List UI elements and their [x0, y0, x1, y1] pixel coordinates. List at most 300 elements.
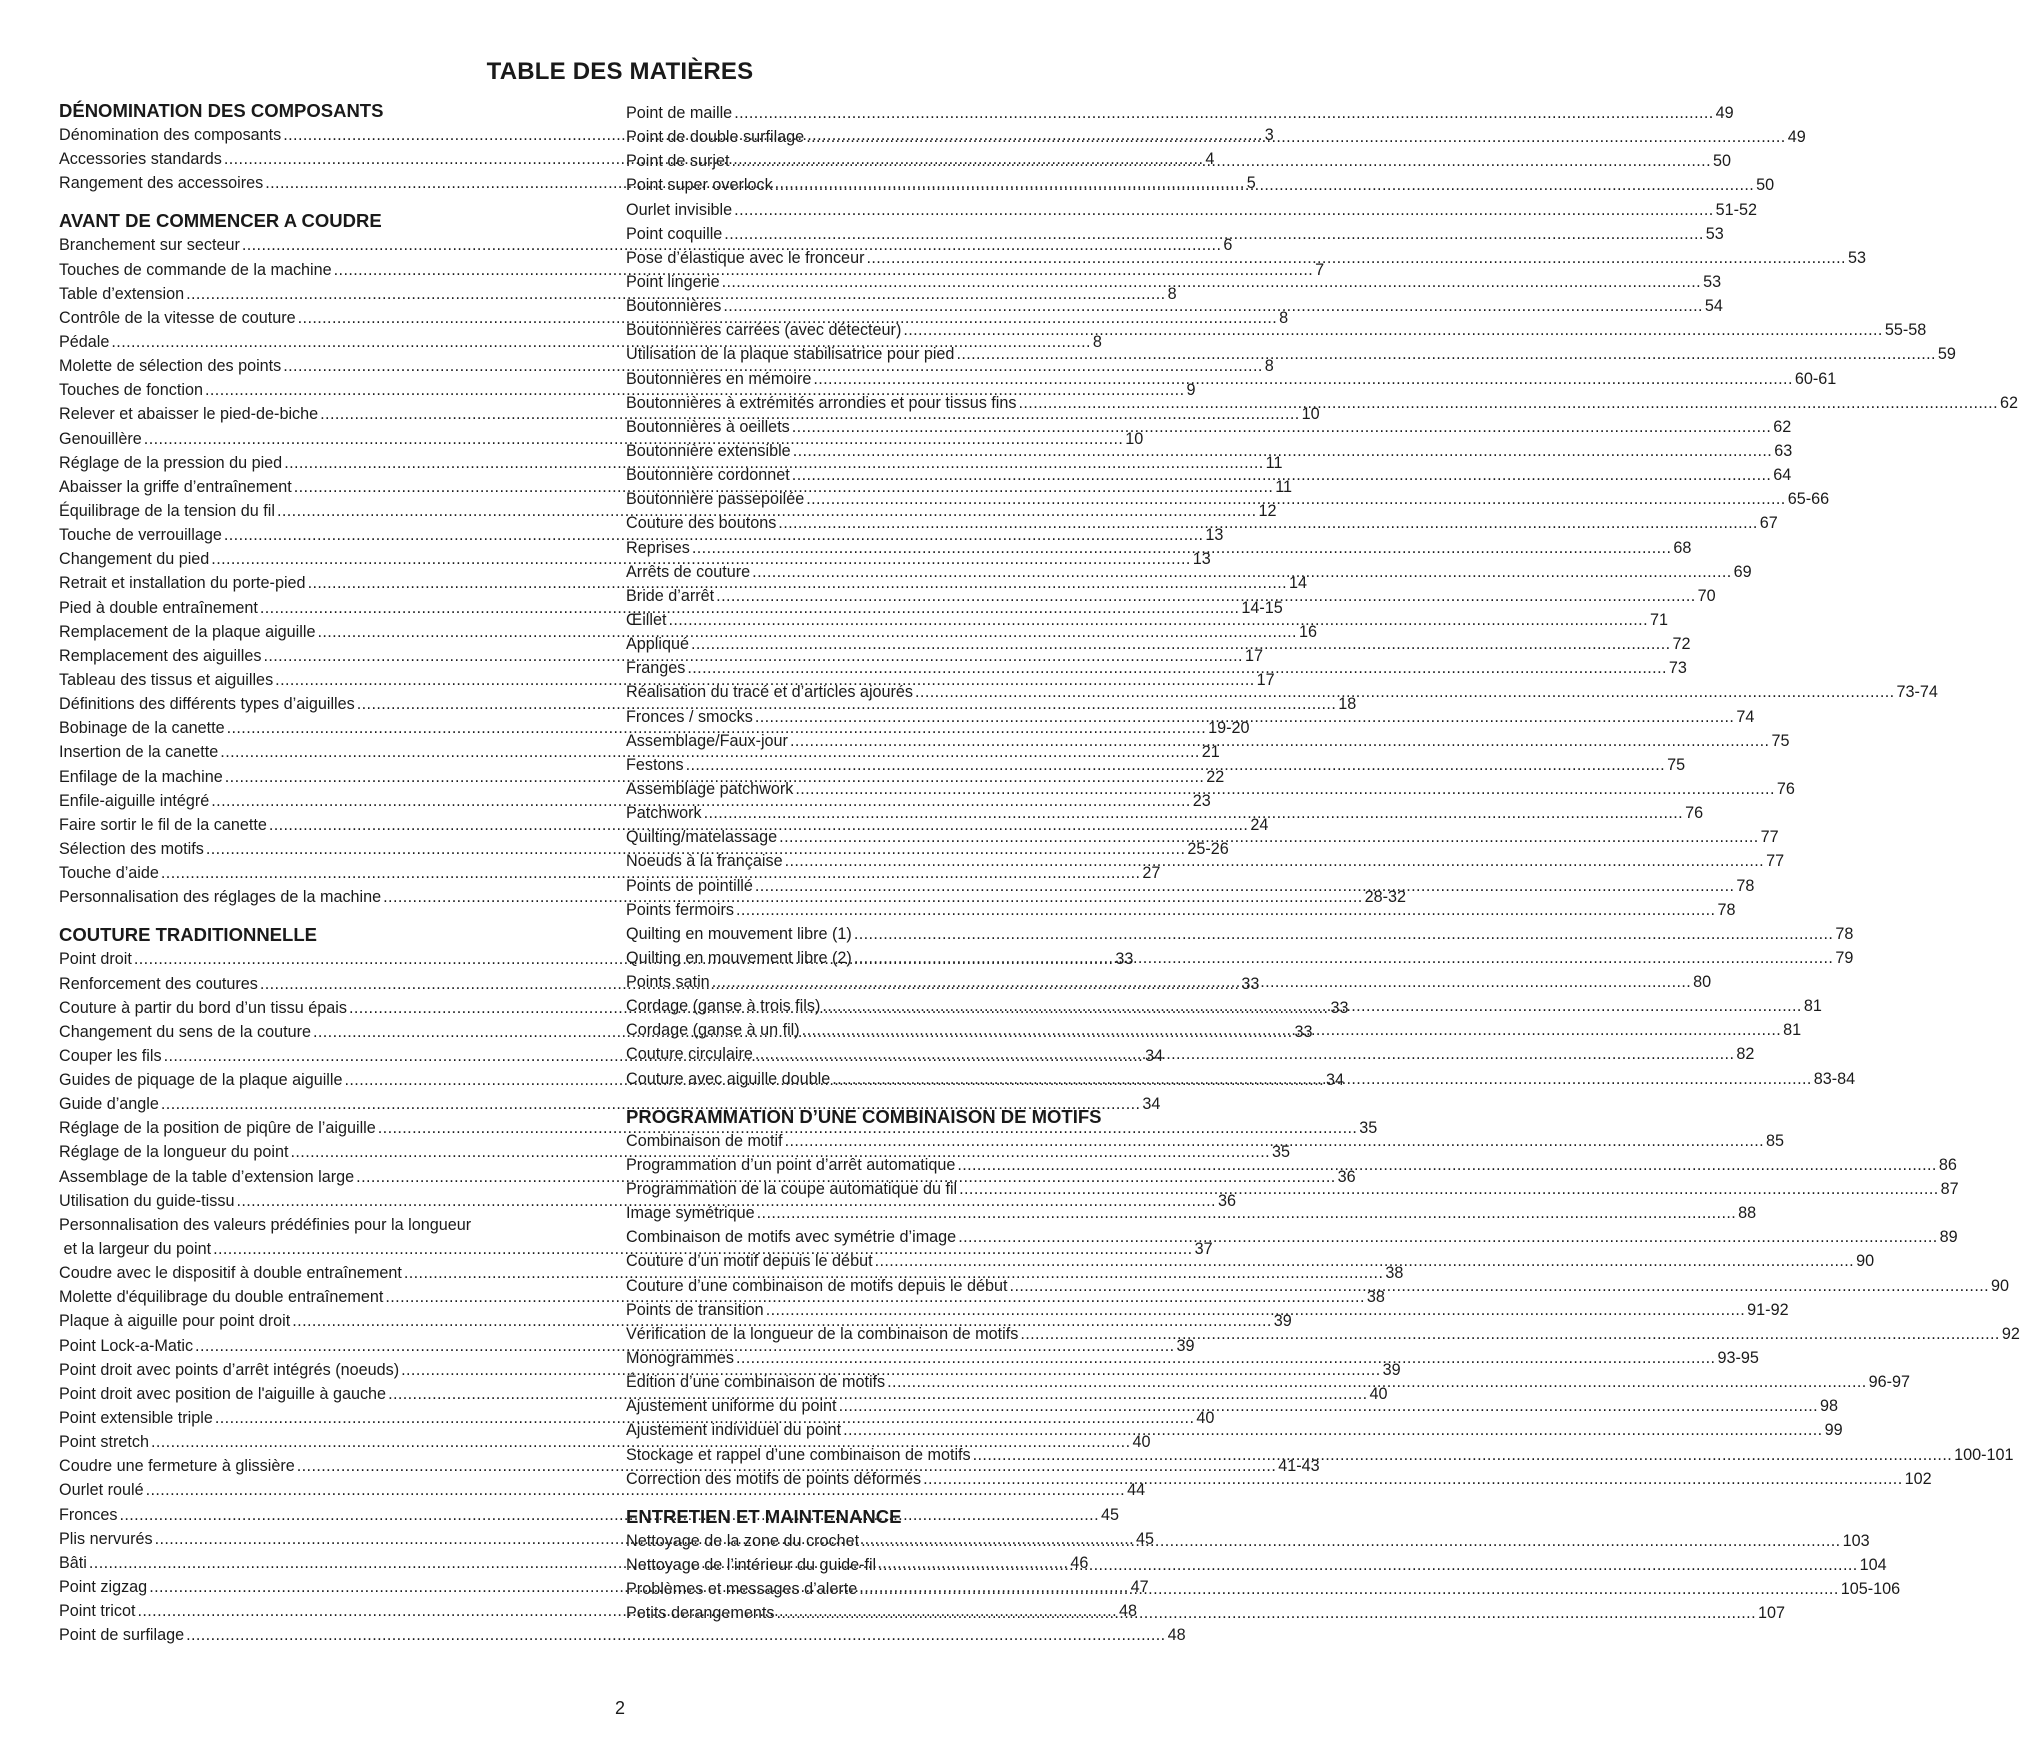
toc-entry[interactable] — [626, 149, 1731, 173]
dot-leader — [752, 560, 1731, 584]
entry-page: 39 — [1273, 1312, 1292, 1331]
entry-title: Réglage de la longueur du point — [59, 1143, 289, 1162]
entry-title: Plaque à aiguille pour point droit — [59, 1312, 291, 1331]
dot-leader — [724, 222, 1703, 246]
entry-page: 104 — [1859, 1556, 1887, 1575]
entry-page: 8 — [1092, 332, 1102, 351]
dot-leader — [957, 1153, 1936, 1177]
dot-leader — [790, 729, 1769, 753]
dot-leader — [802, 1018, 1781, 1042]
entry-page: 64 — [1773, 466, 1792, 485]
toc-entry[interactable] — [626, 1346, 1759, 1370]
dot-leader — [813, 367, 1792, 391]
entry-title: Remplacement de la plaque aiguille — [59, 622, 316, 641]
entry-title: Coudre avec le dispositif à double entraînement — [59, 1264, 402, 1283]
entry-page: 85 — [1766, 1131, 1785, 1150]
entry-page: 27 — [1142, 864, 1161, 883]
entry-page: 90 — [1991, 1276, 2010, 1295]
entry-page: 39 — [1176, 1336, 1195, 1355]
dot-leader — [736, 898, 1715, 922]
entry-title: Utilisation du guide-tissu — [59, 1191, 235, 1210]
entry-title: Petits derangements — [626, 1604, 775, 1623]
entry-page: 65-66 — [1787, 490, 1830, 509]
toc-entry[interactable] — [626, 1467, 1932, 1491]
entry-page: 25-26 — [1187, 839, 1229, 858]
toc-entry[interactable] — [626, 294, 1723, 318]
entry-title: Molette d'équilibrage du double entraînement — [59, 1288, 384, 1307]
entry-page: 8 — [1264, 357, 1274, 376]
entry-title: Point super overlock — [626, 176, 773, 195]
entry-page: 107 — [1757, 1604, 1785, 1623]
dot-leader — [792, 415, 1771, 439]
entry-page: 78 — [1736, 876, 1755, 895]
entry-page: 17 — [1256, 670, 1275, 689]
entry-page: 34 — [1145, 1046, 1164, 1065]
entry-page: 62 — [1999, 393, 2018, 412]
entry-page: 8 — [1167, 284, 1177, 303]
entry-title: Point tricot — [59, 1602, 136, 1621]
dot-leader — [755, 705, 1734, 729]
entry-page: 100-101 — [1954, 1445, 2014, 1464]
entry-page: 93-95 — [1717, 1349, 1759, 1368]
entry-page: 80 — [1693, 973, 1712, 992]
dot-leader — [795, 777, 1774, 801]
entry-title: Point de surjet — [626, 152, 730, 171]
entry-title: Point de maille — [626, 104, 733, 122]
toc-entry[interactable] — [626, 946, 1854, 970]
entry-title: Correction des motifs de points déformés — [626, 1469, 922, 1488]
entry-title: Ajustement individuel du point — [626, 1421, 842, 1440]
dot-leader — [843, 1418, 1822, 1442]
entry-title: Personnalisation des valeurs prédéfinies pour la longueur — [59, 1215, 472, 1234]
entry-page: 53 — [1847, 248, 1866, 267]
entry-title: Franges — [626, 659, 686, 678]
entry-page: 28-32 — [1364, 888, 1407, 907]
dot-leader — [866, 246, 1845, 270]
entry-title: Couper les fils — [59, 1046, 162, 1065]
toc-entry[interactable] — [59, 789, 1211, 813]
entry-title: Couture des boutons — [626, 514, 777, 533]
entry-page: 81 — [1783, 1021, 1802, 1040]
entry-title: Pédale — [59, 332, 110, 351]
entry-title: Assemblage de la table d’extension large — [59, 1167, 355, 1186]
entry-title: Œillet — [626, 610, 667, 629]
dot-leader — [734, 198, 1713, 222]
entry-title: Combinaison de motif — [626, 1131, 783, 1150]
entry-page: 82 — [1736, 1045, 1755, 1064]
entry-page: 73-74 — [1896, 683, 1938, 702]
toc-entry[interactable] — [626, 849, 1785, 873]
entry-page: 16 — [1298, 622, 1317, 641]
entry-page: 24 — [1250, 815, 1269, 834]
entry-page: 83-84 — [1813, 1069, 1856, 1088]
entry-title: Points satin — [626, 973, 710, 992]
entry-page: 78 — [1717, 900, 1736, 919]
entry-page: 40 — [1369, 1384, 1388, 1403]
dot-leader — [839, 1394, 1818, 1418]
entry-title: Plis nervurés — [59, 1529, 153, 1548]
entry-title: Enfilage de la machine — [59, 767, 223, 786]
dot-leader — [778, 511, 1757, 535]
entry-title: Point de surfilage — [59, 1626, 185, 1645]
entry-title: Point droit avec points d’arrêt intégrés (noeuds) — [59, 1360, 400, 1379]
entry-page: 50 — [1756, 176, 1775, 195]
toc-entry[interactable] — [626, 270, 1722, 294]
entry-title: Ourlet roulé — [59, 1481, 144, 1500]
entry-page: 41-43 — [1278, 1457, 1320, 1476]
entry-title: Boutonnières à extrémités arrondies et pour tissus fins — [626, 393, 1017, 412]
entry-page: 4 — [1205, 150, 1215, 169]
toc-entry[interactable] — [59, 282, 1177, 306]
entry-title: Programmation de la coupe automatique du fil — [626, 1180, 958, 1199]
entry-page: 79 — [1835, 948, 1854, 967]
dot-leader — [734, 101, 1713, 125]
entry-title: Rangement des accessoires — [59, 174, 264, 193]
toc-entry[interactable] — [626, 1577, 1901, 1601]
entry-title: Quilting/matelassage — [626, 828, 778, 847]
toc-entry[interactable] — [626, 101, 1734, 125]
entry-page: 53 — [1703, 272, 1722, 291]
dot-leader — [757, 1201, 1736, 1225]
toc-section — [626, 1505, 1901, 1626]
entry-title: Point lingerie — [626, 272, 720, 291]
entry-title: Dénomination des composants — [59, 126, 282, 144]
toc-entry[interactable] — [626, 198, 1758, 222]
entry-title: Point coquille — [626, 224, 723, 243]
entry-title: Boutonnières — [626, 297, 722, 316]
entry-page: 40 — [1196, 1409, 1215, 1428]
entry-page: 10 — [1125, 429, 1144, 448]
dot-leader — [956, 342, 1935, 366]
entry-title: Genouillère — [59, 429, 142, 448]
entry-title: Utilisation de la plaque stabilisatrice pour pied — [626, 345, 955, 364]
page-number: 2 — [614, 1698, 625, 1718]
entry-title: Quilting en mouvement libre (1) — [626, 924, 852, 943]
dot-leader — [785, 849, 1764, 873]
entry-title: Problèmes et messages d’alerte — [626, 1580, 858, 1599]
entry-page: 10 — [1301, 405, 1320, 424]
dot-leader — [1019, 391, 1998, 415]
entry-title: Stockage et rappel d’une combinaison de motifs — [626, 1445, 971, 1464]
entry-title: Fronces — [59, 1505, 118, 1524]
dot-leader — [915, 680, 1894, 704]
entry-title: Bobinage de la canette — [59, 719, 225, 738]
entry-page: 49 — [1715, 104, 1734, 122]
entry-page: 44 — [1127, 1481, 1146, 1500]
toc-entry[interactable] — [626, 1553, 1887, 1577]
entry-title: Touche de verrouillage — [59, 526, 222, 545]
entry-page: 33 — [1241, 974, 1260, 993]
dot-leader — [785, 1129, 1764, 1153]
entry-title: Pose d’élastique avec le fronceur — [626, 248, 865, 267]
entry-page: 35 — [1359, 1119, 1378, 1138]
dot-leader — [704, 801, 1683, 825]
entry-page: 55-58 — [1884, 321, 1927, 340]
entry-page: 67 — [1759, 514, 1778, 533]
entry-title: Relever et abaisser le pied-de-biche — [59, 405, 319, 424]
entry-title: Enfile-aiguille intégré — [59, 791, 210, 810]
entry-page: 53 — [1705, 224, 1724, 243]
entry-title: Points de transition — [626, 1300, 764, 1319]
entry-title: Changement du pied — [59, 550, 210, 569]
toc-entry[interactable] — [626, 1042, 1755, 1066]
entry-title: Tableau des tissus et aiguilles — [59, 670, 274, 689]
entry-page: 59 — [1937, 345, 1956, 364]
entry-page: 23 — [1192, 791, 1211, 810]
toc-entry[interactable] — [626, 173, 1775, 197]
toc-entry[interactable] — [626, 246, 1866, 270]
entry-page: 13 — [1205, 526, 1224, 545]
dot-leader — [806, 125, 1785, 149]
dot-leader — [1020, 1322, 1999, 1346]
entry-page: 77 — [1766, 852, 1785, 871]
dot-leader — [779, 825, 1758, 849]
dot-leader — [186, 1623, 1165, 1647]
dot-leader — [712, 970, 1691, 994]
entry-page: 7 — [1315, 260, 1325, 279]
entry-page: 60-61 — [1794, 369, 1837, 388]
toc-entry[interactable] — [626, 511, 1778, 535]
entry-title: Édition d’une combinaison de motifs — [626, 1373, 886, 1392]
toc-entry[interactable] — [626, 222, 1724, 246]
dot-leader — [731, 149, 1710, 173]
entry-title: Festons — [626, 755, 684, 774]
dot-leader — [686, 753, 1665, 777]
dot-leader — [716, 584, 1695, 608]
entry-title: Sélection des motifs — [59, 839, 204, 858]
dot-leader — [755, 1042, 1734, 1066]
toc-entry[interactable] — [626, 1225, 1958, 1249]
entry-title: Réalisation du tracé et d’articles ajourés — [626, 683, 914, 702]
entry-title: Cordage (ganse à un fil) — [626, 1021, 800, 1040]
entry-page: 3 — [1264, 126, 1274, 144]
dot-leader — [775, 173, 1754, 197]
dot-leader — [973, 1443, 1952, 1467]
entry-page: 105-106 — [1840, 1580, 1901, 1599]
entry-title: Table d’extension — [59, 284, 185, 303]
toc-entry[interactable] — [59, 1165, 1356, 1189]
toc-entry[interactable] — [59, 620, 1317, 644]
entry-title: Point stretch — [59, 1433, 149, 1452]
entry-title: Point droit avec position de l'aiguille à gauche — [59, 1384, 387, 1403]
dot-leader — [861, 1529, 1840, 1553]
entry-page: 69 — [1733, 562, 1752, 581]
entry-title: Touches de fonction — [59, 381, 203, 400]
entry-page: 76 — [1776, 779, 1795, 798]
entry-page: 39 — [1382, 1360, 1401, 1379]
dot-leader — [878, 1553, 1857, 1577]
section-heading: DÉNOMINATION DES COMPOSANTS — [59, 100, 384, 121]
entry-page: 86 — [1938, 1155, 1957, 1174]
entry-page: 45 — [1100, 1505, 1119, 1524]
section-heading: PROGRAMMATION D’UNE COMBINAISON DE MOTIFS — [626, 1105, 1102, 1127]
entry-title: Nettoyage de l’intérieur du guide-fil — [626, 1556, 877, 1575]
entry-title: Guides de piquage de la plaque aiguille — [59, 1071, 343, 1090]
entry-title: Contrôle de la vitesse de couture — [59, 308, 296, 327]
section-heading: COUTURE TRADITIONNELLE — [59, 924, 317, 946]
toc-entry[interactable] — [626, 415, 1792, 439]
entry-title: Branchement sur secteur — [59, 236, 240, 255]
entry-title: Quilting en mouvement libre (2) — [626, 948, 852, 967]
toc-entry[interactable] — [626, 1601, 1785, 1625]
entry-page: 73 — [1668, 659, 1687, 678]
entry-page: 72 — [1672, 635, 1691, 654]
entry-title: Touches de commande de la machine — [59, 260, 332, 279]
entry-title: Couture d’un motif depuis le début — [626, 1252, 873, 1271]
entry-title: Appliqué — [626, 635, 690, 654]
page-title: TABLE DES MATIÈRES — [486, 58, 754, 85]
entry-title: Arrêts de couture — [626, 562, 751, 581]
entry-page: 78 — [1835, 924, 1854, 943]
entry-page: 11 — [1275, 477, 1293, 496]
entry-page: 75 — [1771, 731, 1790, 750]
entry-page: 81 — [1803, 997, 1822, 1016]
entry-title: Patchwork — [626, 804, 702, 823]
entry-title: Boutonnières en mémoire — [626, 369, 812, 388]
entry-title: Renforcement des coutures — [59, 974, 258, 993]
toc-entry[interactable] — [626, 318, 1927, 342]
dot-leader — [859, 1577, 1838, 1601]
entry-title: Couture avec aiguille double — [626, 1069, 831, 1088]
entry-page: 33 — [1294, 1022, 1313, 1041]
entry-page: 76 — [1685, 804, 1704, 823]
entry-page: 13 — [1192, 550, 1211, 569]
entry-page: 5 — [1246, 174, 1256, 193]
entry-page: 38 — [1366, 1288, 1385, 1307]
entry-page: 103 — [1842, 1531, 1870, 1550]
entry-title: Monogrammes — [626, 1349, 734, 1368]
entry-page: 14 — [1289, 574, 1308, 593]
entry-title: Réglage de la position de piqûre de l’aiguille — [59, 1119, 376, 1138]
toc-entry[interactable] — [59, 451, 1283, 475]
entry-title: Ourlet invisible — [626, 200, 733, 219]
dot-leader — [776, 1601, 1755, 1625]
toc-entry[interactable] — [59, 1623, 1186, 1647]
dot-leader — [875, 1249, 1854, 1273]
dot-leader — [923, 1467, 1902, 1491]
entry-page: 33 — [1115, 950, 1134, 969]
entry-title: Cordage (ganse à trois fils) — [626, 997, 821, 1016]
section-heading: ENTRETIEN ET MAINTENANCE — [626, 1505, 902, 1527]
dot-leader — [793, 439, 1772, 463]
dot-leader — [959, 1177, 1938, 1201]
entry-title: Personnalisation des réglages de la machine — [59, 888, 382, 907]
entry-page: 47 — [1130, 1578, 1149, 1597]
dot-leader — [958, 1225, 1937, 1249]
dot-leader — [1010, 1274, 1989, 1298]
toc-entry[interactable] — [626, 125, 1806, 149]
entry-title: Guide d’angle — [59, 1095, 159, 1114]
entry-page: 92 — [2001, 1324, 2020, 1343]
toc-entry[interactable] — [626, 680, 1938, 704]
dot-leader — [668, 608, 1647, 632]
entry-page: 87 — [1940, 1180, 1959, 1199]
entry-page: 36 — [1337, 1167, 1356, 1186]
entry-page: 54 — [1704, 297, 1723, 316]
entry-title: Retrait et installation du porte-pied — [59, 574, 306, 593]
entry-page: 34 — [1326, 1071, 1345, 1090]
toc-entry[interactable] — [626, 1201, 1757, 1225]
entry-title: Nettoyage de la zone du crochet — [626, 1531, 860, 1550]
entry-title-continuation: et la largeur du point — [59, 1240, 212, 1259]
entry-title: Points de pointillé — [626, 876, 753, 895]
entry-page: 12 — [1258, 501, 1277, 520]
entry-title: Boutonnières à oeillets — [626, 417, 790, 436]
dot-leader — [887, 1370, 1866, 1394]
dot-leader — [854, 922, 1833, 946]
entry-title: Pied à double entraînement — [59, 598, 258, 617]
entry-page: 74 — [1736, 707, 1755, 726]
entry-page: 33 — [1330, 998, 1349, 1017]
entry-title: Boutonnières carrées (avec détecteur) — [626, 321, 902, 340]
entry-title: Ajustement uniforme du point — [626, 1397, 837, 1416]
entry-title: Point extensible triple — [59, 1409, 213, 1428]
entry-page: 48 — [1167, 1626, 1186, 1645]
entry-page: 9 — [1186, 381, 1196, 400]
entry-page: 8 — [1279, 308, 1289, 327]
entry-title: Bride d’arrêt — [626, 586, 715, 605]
entry-title: Image symétrique — [626, 1204, 755, 1223]
dot-leader — [691, 632, 1670, 656]
entry-page: 21 — [1201, 743, 1220, 762]
toc-entry[interactable] — [59, 1334, 1195, 1358]
entry-page: 18 — [1338, 695, 1357, 714]
entry-page: 63 — [1774, 441, 1793, 460]
entry-title: Fronces / smocks — [626, 707, 753, 726]
toc-entry[interactable] — [626, 367, 1837, 391]
entry-title: Faire sortir le fil de la canette — [59, 815, 267, 834]
entry-title: Noeuds à la française — [626, 852, 783, 871]
entry-page: 46 — [1070, 1553, 1089, 1572]
entry-page: 40 — [1132, 1433, 1151, 1452]
dot-leader — [736, 1346, 1715, 1370]
entry-page: 70 — [1697, 586, 1716, 605]
entry-page: 14-15 — [1241, 598, 1283, 617]
dot-leader — [766, 1298, 1745, 1322]
toc-entry[interactable] — [626, 922, 1854, 946]
entry-title: Boutonnière extensible — [626, 441, 791, 460]
entry-title: Boutonnière cordonnet — [626, 466, 790, 485]
toc-entry[interactable] — [626, 342, 1956, 366]
entry-title: Combinaison de motifs avec symétrie d’image — [626, 1228, 957, 1247]
dot-leader — [822, 994, 1801, 1018]
entry-title: Point zigzag — [59, 1578, 148, 1597]
entry-page: 22 — [1206, 767, 1225, 786]
entry-title: Point de double surfilage — [626, 128, 805, 147]
dot-leader — [692, 536, 1671, 560]
entry-page: 98 — [1820, 1397, 1839, 1416]
entry-page: 36 — [1217, 1191, 1236, 1210]
dot-leader — [806, 487, 1785, 511]
entry-title: Définitions des différents types d’aiguilles — [59, 695, 355, 714]
entry-title: Accessories standards — [59, 150, 222, 169]
entry-title: Insertion de la canette — [59, 743, 219, 762]
dot-leader — [854, 946, 1833, 970]
entry-page: 68 — [1673, 538, 1692, 557]
dot-leader — [723, 294, 1702, 318]
toc-entry[interactable] — [59, 1213, 589, 1237]
entry-page: 91-92 — [1747, 1300, 1789, 1319]
toc-entry[interactable] — [626, 1394, 1839, 1418]
toc-entry[interactable] — [626, 898, 1736, 922]
entry-title: Abaisser la griffe d’entraînement — [59, 477, 292, 496]
entry-page: 96-97 — [1868, 1373, 1911, 1392]
entry-page: 62 — [1773, 417, 1792, 436]
toc-entry[interactable] — [626, 1529, 1870, 1553]
entry-title: Touche d’aide — [59, 864, 159, 883]
section-heading: AVANT DE COMMENCER A COUDRE — [59, 210, 382, 232]
entry-page: 37 — [1194, 1240, 1213, 1259]
